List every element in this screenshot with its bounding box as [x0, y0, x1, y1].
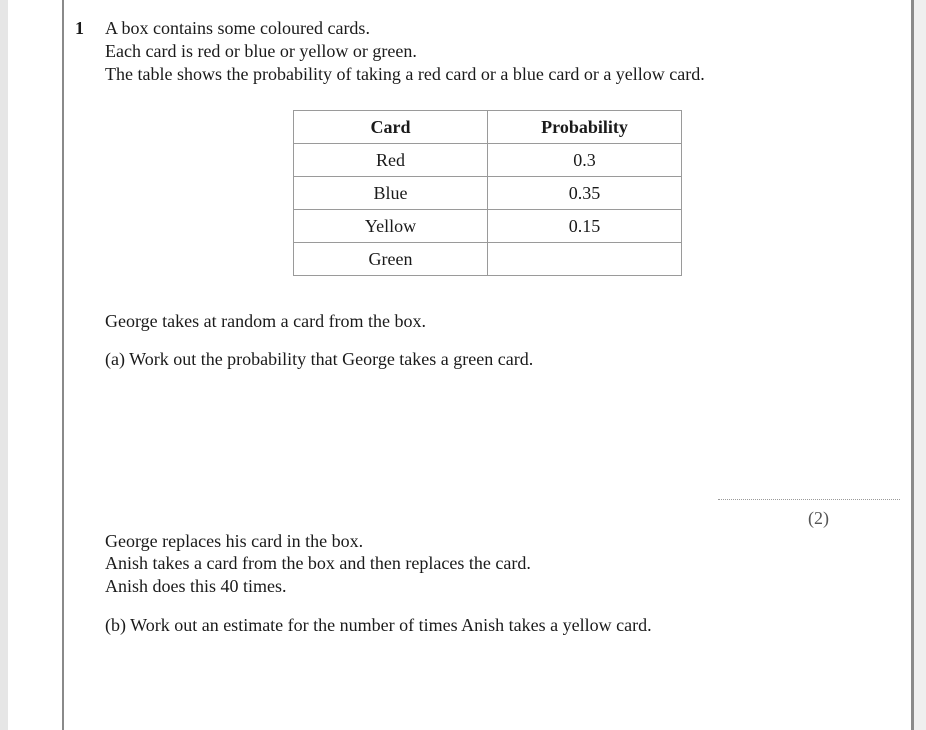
header-card: Card [294, 111, 488, 144]
question-stem: George takes at random a card from the box. [105, 311, 427, 331]
page-border-left [62, 0, 64, 730]
cell-card: Yellow [294, 210, 488, 243]
table-row [294, 177, 682, 210]
part-b-context-2: Anish takes a card from the box and then replaces the card. [105, 553, 531, 573]
right-margin [914, 0, 926, 730]
part-b-context-1: George replaces his card in the box. [105, 531, 364, 551]
intro-line-1: A box contains some coloured cards. [105, 18, 370, 38]
cell-probability: 0.15 [488, 210, 682, 243]
table-row [294, 144, 682, 177]
intro-line-3: The table shows the probability of taking a red card or a blue card or a yellow card. [105, 64, 705, 84]
question-number: 1 [75, 18, 84, 38]
table-row [294, 210, 682, 243]
header-probability: Probability [488, 111, 682, 144]
part-a-answer-line[interactable] [718, 499, 900, 500]
cell-card: Red [294, 144, 488, 177]
cell-probability: 0.35 [488, 177, 682, 210]
intro-line-2: Each card is red or blue or yellow or green. [105, 41, 417, 61]
part-a-text: (a) Work out the probability that George takes a green card. [105, 349, 534, 369]
cell-card: Blue [294, 177, 488, 210]
part-b-context-3: Anish does this 40 times. [105, 576, 287, 596]
probability-table [293, 110, 682, 276]
left-margin [0, 0, 8, 730]
part-a-marks: (2) [808, 508, 829, 528]
table-row [294, 243, 682, 276]
cell-probability-blank[interactable] [488, 243, 682, 276]
part-b-text: (b) Work out an estimate for the number of times Anish takes a yellow card. [105, 615, 652, 635]
table-header-row [294, 111, 682, 144]
cell-card: Green [294, 243, 488, 276]
cell-probability: 0.3 [488, 144, 682, 177]
